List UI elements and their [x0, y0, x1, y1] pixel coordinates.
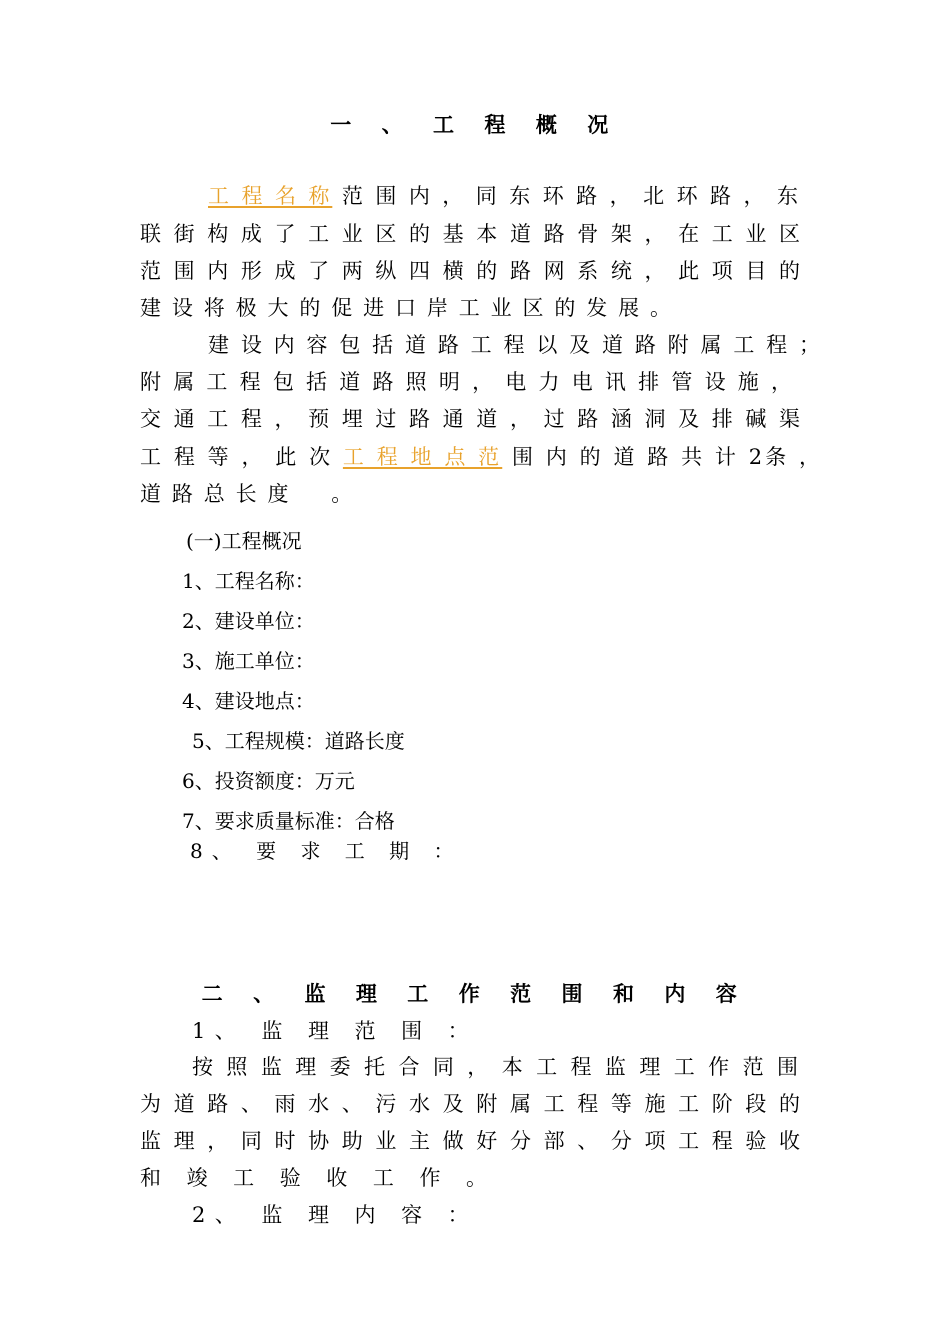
scope-paragraph-line-4: 和 竣 工 验 收 工 作 。: [140, 1166, 497, 1190]
list-item-builder: 2、建设单位：: [182, 609, 315, 633]
paragraph-2-line-4-start: 工 程 等 ， 此 次: [140, 445, 334, 469]
list-item-project-name: 1、工程名称：: [182, 569, 315, 593]
scope-item: 1、 监 理 范 围 ：: [192, 1019, 479, 1043]
paragraph-1-line-4: 建 设 将 极 大 的 促 进 口 岸 工 业 区 的 发 展 。: [140, 296, 674, 320]
paragraph-1-line-1: [208, 177, 798, 215]
scope-paragraph-line-3: 监 理 ， 同 时 协 助 业 主 做 好 分 部 、 分 项 工 程 验 收: [140, 1129, 800, 1153]
section-1-title: 一 、 工 程 概 况: [330, 112, 620, 137]
paragraph-2-line-4: [140, 438, 820, 476]
list-item-contractor: 3、施工单位：: [182, 649, 315, 673]
scope-paragraph-line-2: 为 道 路 、 雨 水 、 污 水 及 附 属 工 程 等 施 工 阶 段 的: [140, 1092, 800, 1116]
content-item: 2、 监 理 内 容 ：: [192, 1203, 479, 1227]
scope-paragraph-line-1: 按 照 监 理 委 托 合 同 ， 本 工 程 监 理 工 作 范 围: [192, 1055, 798, 1079]
project-location-link[interactable]: 工 程 地 点 范: [342, 445, 503, 469]
project-name-link[interactable]: 工 程 名 称: [208, 184, 333, 208]
paragraph-1-line-1-text: 范 围 内 ， 同 东 环 路 ， 北 环 路 ， 东: [341, 184, 798, 208]
paragraph-1-line-2: 联 街 构 成 了 工 业 区 的 基 本 道 路 骨 架 ， 在 工 业 区: [140, 222, 800, 246]
paragraph-2-line-5: 道 路 总 长 度 。: [140, 482, 355, 506]
paragraph-2-line-3: 交 通 工 程 ， 预 埋 过 路 通 道 ， 过 路 涵 洞 及 排 碱 渠: [140, 407, 800, 431]
paragraph-1-line-3: 范 围 内 形 成 了 两 纵 四 横 的 路 网 系 统 ， 此 项 目 的: [140, 259, 800, 283]
list-item-investment: 6、投资额度：万元: [182, 769, 355, 793]
subsection-title: (一)工程概况: [186, 529, 302, 553]
list-item-duration: 8、 要 求 工 期 ：: [190, 839, 463, 863]
paragraph-2-line-2: 附 属 工 程 包 括 道 路 照 明 ， 电 力 电 讯 排 管 设 施 ，: [140, 370, 792, 394]
paragraph-2-line-4-rest: 围 内 的 道 路 共 计 2条 ，: [512, 445, 820, 469]
list-item-scale: 5、工程规模：道路长度: [192, 729, 405, 753]
section-2-title: 二 、 监 理 工 作 范 围 和 内 容: [201, 981, 749, 1006]
list-item-quality: 7、要求质量标准：合格: [182, 809, 395, 833]
paragraph-2-line-1: 建 设 内 容 包 括 道 路 工 程 以 及 道 路 附 属 工 程 ；: [208, 333, 820, 357]
list-item-location: 4、建设地点：: [182, 689, 315, 713]
